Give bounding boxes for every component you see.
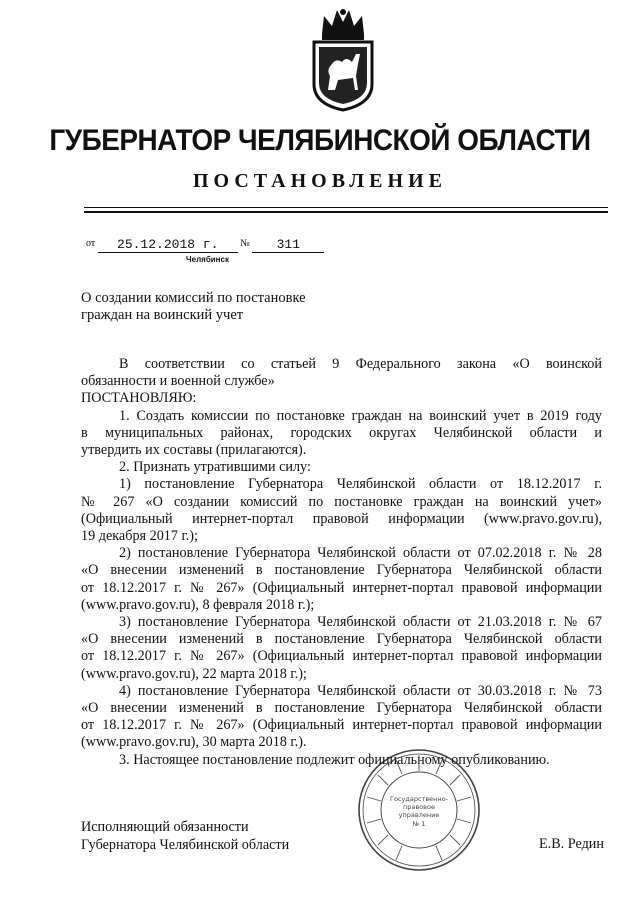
- position-line: Губернатора Челябинской области: [81, 836, 290, 853]
- date-prefix: от: [86, 238, 96, 249]
- position-line: Исполняющий обязанности: [81, 819, 249, 835]
- body-line: (Официальный интернет-портал правовой информации (www.pravo.gov.ru),: [81, 510, 602, 527]
- body-line: 1. Создать комиссии по постановке граждан на воинский учет в 2019 году: [119, 407, 602, 424]
- city-label: Челябинск: [186, 255, 229, 264]
- signatory-position: [81, 819, 289, 854]
- body-line: 19 декабря 2017 г.);: [81, 528, 198, 545]
- body-line: 3. Настоящее постановление подлежит официальному опубликованию.: [119, 751, 550, 768]
- header-divider-bold: [84, 211, 608, 213]
- document-date: 25.12.2018 г.: [98, 238, 238, 253]
- body-line: 2) постановление Губернатора Челябинской области от 07.02.2018 г. № 28: [119, 545, 602, 562]
- signatory-name: Е.В. Редин: [539, 836, 604, 852]
- body-line: В соответствии со статьей 9 Федерального закона «О воинской: [119, 356, 602, 372]
- body-line: ПОСТАНОВЛЯЮ:: [81, 390, 197, 407]
- body-line: (www.pravo.gov.ru), 22 марта 2018 г.);: [81, 665, 307, 682]
- document-type: ПОСТАНОВЛЕНИЕ: [193, 170, 447, 192]
- body-line: (www.pravo.gov.ru), 30 марта 2018 г.).: [81, 734, 307, 751]
- number-prefix: №: [240, 238, 250, 249]
- stamp-text: Государственно-: [390, 795, 448, 803]
- body-line: (www.pravo.gov.ru), 8 февраля 2018 г.);: [81, 596, 315, 613]
- body-line: от 18.12.2017 г. № 267» (Официальный интернет-портал правовой информации: [81, 717, 602, 734]
- stamp-text: № 1: [412, 820, 426, 828]
- body-line: «О внесении изменений в постановление Губернатора Челябинской области: [81, 562, 602, 579]
- document-subject: [81, 290, 306, 324]
- body-line: в муниципальных районах, городских округах Челябинской области и: [81, 424, 602, 441]
- stamp-text: правовое: [403, 803, 435, 811]
- document-number: 311: [252, 238, 324, 253]
- subject-line: граждан на воинский учет: [81, 307, 244, 323]
- document-body: [81, 356, 602, 769]
- body-line: 2. Признать утратившими силу:: [119, 459, 311, 476]
- stamp-text: управление: [398, 811, 440, 819]
- official-stamp-icon: [354, 745, 484, 875]
- body-line: утвердить их составы (прилагаются).: [81, 442, 307, 459]
- org-title: ГУБЕРНАТОР ЧЕЛЯБИНСКОЙ ОБЛАСТИ: [49, 124, 591, 157]
- body-line: 1) постановление Губернатора Челябинской области от 18.12.2017 г.: [119, 476, 602, 493]
- body-line: от 18.12.2017 г. № 267» (Официальный интернет-портал правовой информации: [81, 648, 602, 665]
- header-divider: [84, 207, 608, 208]
- body-line: 4) постановление Губернатора Челябинской области от 30.03.2018 г. № 73: [119, 682, 602, 699]
- subject-line: О создании комиссий по постановке: [81, 290, 306, 306]
- body-line: обязанности и военной службе»: [81, 373, 275, 390]
- body-line: от 18.12.2017 г. № 267» (Официальный интернет-портал правовой информации: [81, 579, 602, 596]
- coat-of-arms-icon: [300, 4, 386, 112]
- body-line: «О внесении изменений в постановление Губернатора Челябинской области: [81, 631, 602, 648]
- date-number-row: [86, 238, 324, 253]
- body-line: «О внесении изменений в постановление Губернатора Челябинской области: [81, 700, 602, 717]
- body-line: 3) постановление Губернатора Челябинской области от 21.03.2018 г. № 67: [119, 614, 602, 631]
- body-line: № 267 «О создании комиссий по постановке граждан на воинский учет»: [81, 493, 602, 510]
